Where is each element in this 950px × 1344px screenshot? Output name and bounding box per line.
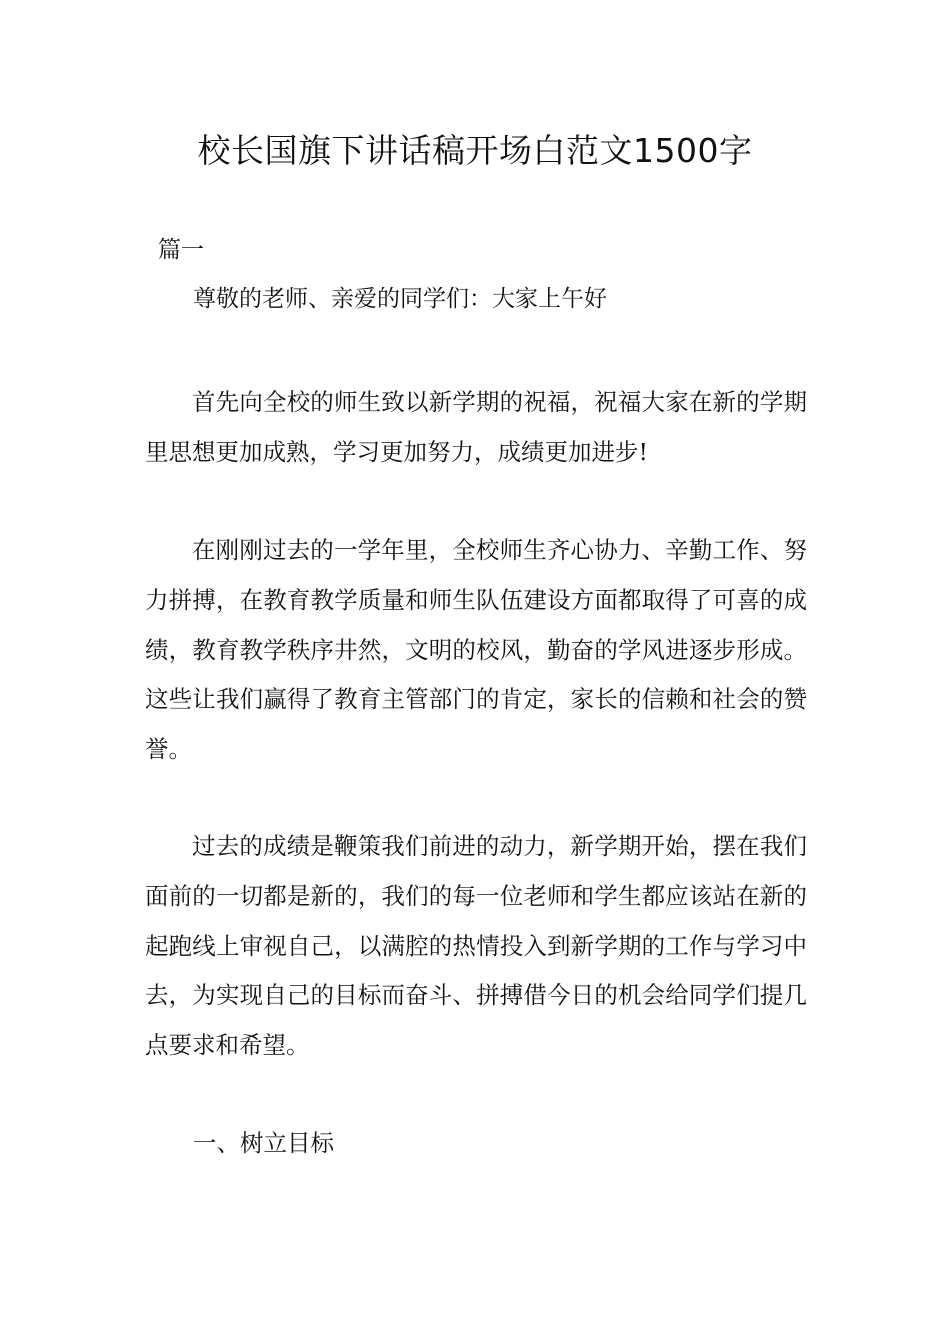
greeting-line: 尊敬的老师、亲爱的同学们：大家上午好 <box>193 286 607 312</box>
paragraph: 过去的成绩是鞭策我们前进的动力，新学期开始，摆在我们面前的一切都是新的，我们的每一位老师和学生都应该站在新的起跑线上审视自己，以满腔的热情投入到新学期的工作与学习中去，为实现自己的目标而奋斗、拼搏借今日的机会给同学们提几点要求和希望。 <box>145 832 807 1060</box>
document-title: 校长国旗下讲话稿开场白范文1500字 <box>197 131 753 170</box>
paragraph: 在刚刚过去的一学年里，全校师生齐心协力、辛勤工作、努力拼搏，在教育教学质量和师生队伍建设方面都取得了可喜的成绩，教育教学秩序井然，文明的校风，勤奋的学风进逐步形成。这些让我们赢得了教育主管部门的肯定，家长的信赖和社会的赞誉。 <box>145 536 807 764</box>
section-heading: 一、树立目标 <box>193 1129 334 1157</box>
section-label: 篇一 <box>158 237 204 263</box>
paragraph: 首先向全校的师生致以新学期的祝福，祝福大家在新的学期里思想更加成熟，学习更加努力，成绩更加进步! <box>145 388 807 466</box>
